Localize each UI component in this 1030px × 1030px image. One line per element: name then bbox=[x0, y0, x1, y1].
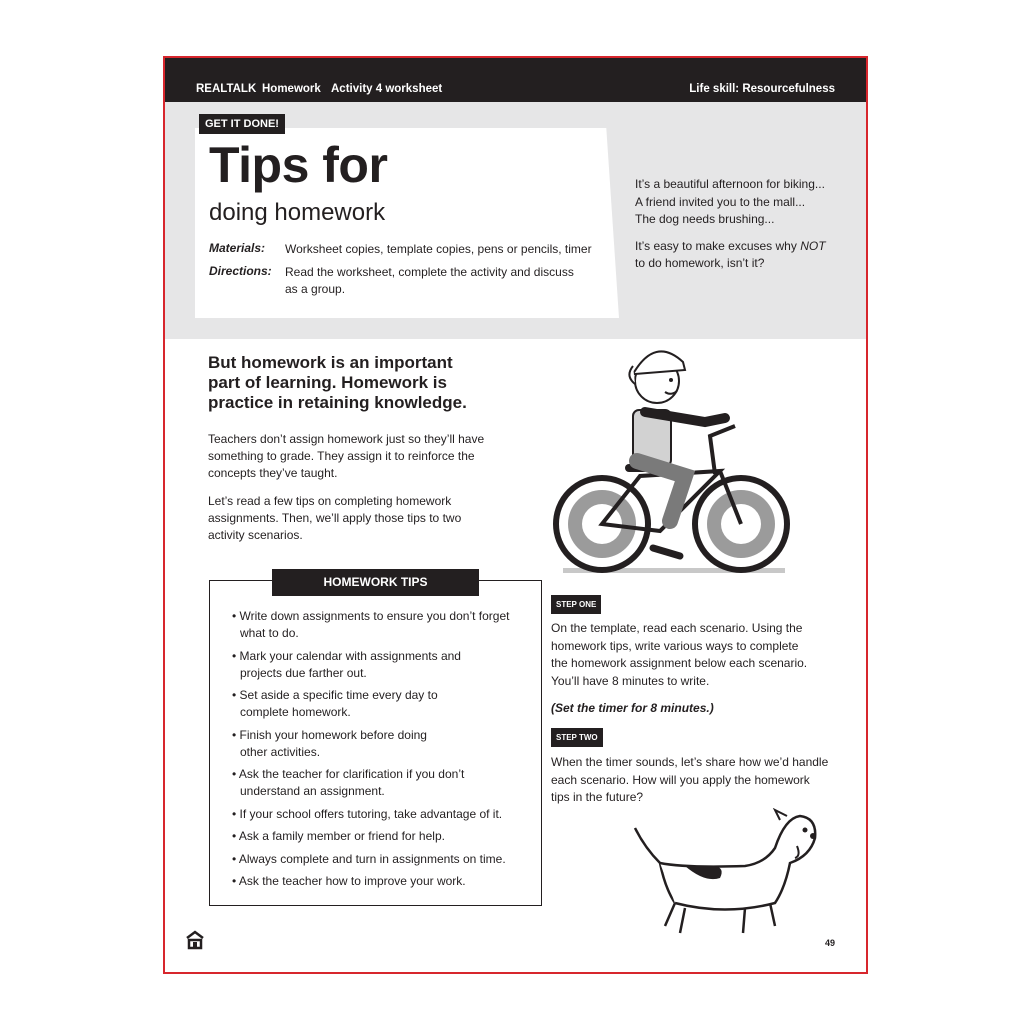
brand-label: REALTALK bbox=[196, 83, 257, 95]
step-line: On the template, read each scenario. Using the bbox=[551, 621, 803, 635]
page-number: 49 bbox=[825, 938, 836, 948]
step-line: each scenario. How will you apply the homework bbox=[551, 772, 810, 787]
excuse-line: The dog needs brushing... bbox=[635, 212, 775, 226]
tip-line: • Ask the teacher for clarification if you don’t bbox=[232, 767, 465, 781]
page-title: Tips for bbox=[209, 137, 388, 193]
tip-line: complete homework. bbox=[240, 705, 351, 719]
directions-line: Read the worksheet, complete the activity and discuss bbox=[285, 265, 574, 279]
step-line: You’ll have 8 minutes to write. bbox=[551, 673, 710, 688]
lead-statement bbox=[208, 353, 498, 413]
paragraph-line: Teachers don’t assign homework just so they’ll have bbox=[208, 432, 485, 446]
step-one-tag: STEP ONE bbox=[551, 595, 601, 614]
paragraph-line: assignments. Then, we’ll apply those tips to two bbox=[208, 511, 462, 525]
directions-value bbox=[285, 264, 605, 298]
paragraph-line: something to grade. They assign it to reinforce the bbox=[208, 449, 475, 463]
activity-label: Activity 4 worksheet bbox=[331, 83, 443, 95]
step-two-text bbox=[551, 754, 831, 807]
tip-item bbox=[232, 828, 532, 845]
header-bar bbox=[165, 58, 866, 102]
directions-label: Directions: bbox=[209, 264, 272, 278]
tip-item bbox=[232, 648, 532, 682]
excuse-summary-emphasis: NOT bbox=[800, 238, 826, 253]
excuse-line: It’s a beautiful afternoon for biking... bbox=[635, 177, 825, 191]
excuse-line: A friend invited you to the mall... bbox=[635, 194, 806, 209]
worksheet-page bbox=[163, 56, 868, 974]
tip-line: • Set aside a specific time every day to bbox=[232, 688, 438, 702]
paragraph-line: activity scenarios. bbox=[208, 528, 303, 542]
paragraph-line: Let’s read a few tips on completing homework bbox=[208, 494, 452, 508]
tip-item bbox=[232, 806, 532, 823]
tip-item bbox=[232, 727, 532, 761]
lead-line: practice in retaining knowledge. bbox=[208, 393, 467, 412]
tip-item bbox=[232, 687, 532, 721]
page-subtitle: doing homework bbox=[209, 199, 386, 226]
excuse-summary bbox=[635, 238, 845, 256]
tip-line: • Ask a family member or friend for help. bbox=[232, 829, 445, 843]
lead-line: But homework is an important bbox=[208, 353, 453, 372]
step-line: tips in the future? bbox=[551, 790, 644, 804]
tip-item bbox=[232, 608, 532, 642]
step-line: When the timer sounds, let’s share how we’d handle bbox=[551, 755, 829, 769]
materials-label: Materials: bbox=[209, 241, 266, 255]
tip-line: • Write down assignments to ensure you don’t forget bbox=[232, 609, 510, 623]
tip-line: • Ask the teacher how to improve your work. bbox=[232, 874, 466, 888]
tip-line: what to do. bbox=[240, 626, 299, 640]
step-two-tag: STEP TWO bbox=[551, 728, 603, 747]
tip-item bbox=[232, 851, 532, 868]
directions-line: as a group. bbox=[285, 282, 346, 296]
tip-item bbox=[232, 873, 532, 890]
home-icon bbox=[185, 930, 205, 955]
tip-line: • Mark your calendar with assignments and bbox=[232, 648, 461, 663]
life-skill-label: Life skill: Resourcefulness bbox=[689, 83, 835, 95]
tip-line: understand an assignment. bbox=[240, 784, 385, 798]
excuse-summary-line: to do homework, isn’t it? bbox=[635, 256, 765, 270]
tip-line: projects due farther out. bbox=[240, 665, 367, 680]
step-line: homework tips, write various ways to complete bbox=[551, 638, 799, 653]
intro-excuses bbox=[635, 176, 845, 273]
timer-note: (Set the timer for 8 minutes.) bbox=[551, 701, 714, 715]
step-one-text bbox=[551, 620, 831, 690]
materials-value: Worksheet copies, template copies, pens or pencils, timer bbox=[285, 242, 592, 256]
dog-illustration bbox=[625, 808, 825, 948]
tip-item bbox=[232, 766, 532, 800]
step-line: the homework assignment below each scenario. bbox=[551, 656, 808, 670]
tip-line: • Finish your homework before doing bbox=[232, 727, 427, 742]
boy-on-bike-illustration bbox=[545, 326, 795, 583]
tip-line: • Always complete and turn in assignments on time. bbox=[232, 851, 506, 866]
paragraph-teachers bbox=[208, 431, 508, 482]
get-it-done-tag: GET IT DONE! bbox=[199, 114, 285, 134]
homework-tips-box bbox=[209, 575, 542, 906]
tips-header: HOMEWORK TIPS bbox=[272, 569, 479, 596]
lead-line: part of learning. Homework is bbox=[208, 373, 447, 392]
section-label: Homework bbox=[262, 83, 321, 95]
tips-list bbox=[232, 608, 532, 896]
paragraph-line: concepts they’ve taught. bbox=[208, 466, 338, 480]
tip-line: • If your school offers tutoring, take advantage of it. bbox=[232, 806, 503, 821]
paragraph-scenarios bbox=[208, 493, 508, 544]
tip-line: other activities. bbox=[240, 744, 321, 759]
excuse-summary-text: It’s easy to make excuses why bbox=[635, 238, 801, 253]
